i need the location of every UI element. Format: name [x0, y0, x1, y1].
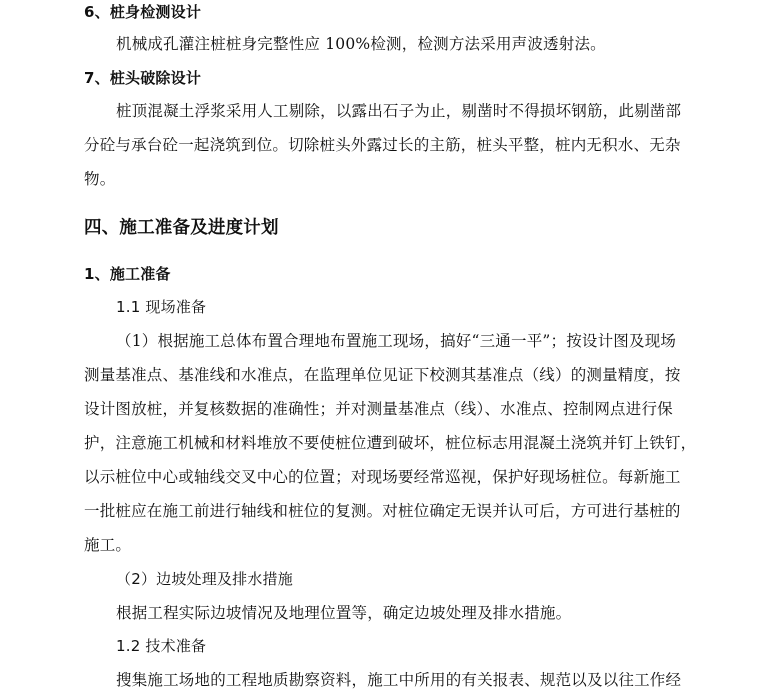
paragraph-line: 搜集施工场地的工程地质勘察资料，施工中所用的有关报表、规范以及以往工作经 — [116, 671, 682, 689]
paragraph-line: 测量基准点、基准线和水准点，在监理单位见证下校测其基准点（线）的测量精度，按 — [84, 366, 681, 384]
heading-pile-body-testing: 6、桩身检测设计 — [84, 3, 202, 21]
heading-construction-preparation: 1、施工准备 — [84, 265, 171, 283]
paragraph-line: 设计图放桩，并复核数据的准确性；并对测量基准点（线）、水准点、控制网点进行保 — [84, 400, 673, 418]
paragraph-line: 物。 — [84, 170, 116, 188]
subheading-site-preparation: 1.1 现场准备 — [116, 298, 207, 316]
paragraph-line: 分砼与承台砼一起浇筑到位。切除桩头外露过长的主筋，桩头平整，桩内无积水、无杂 — [84, 136, 681, 154]
subheading-technical-preparation: 1.2 技术准备 — [116, 637, 207, 655]
subheading-slope-drainage: （2）边坡处理及排水措施 — [116, 570, 293, 588]
section-heading: 四、施工准备及进度计划 — [84, 218, 279, 238]
paragraph-line: 以示桩位中心或轴线交叉中心的位置；对现场要经常巡视，保护好现场桩位。每新施工 — [84, 468, 681, 486]
paragraph-line: 一批桩应在施工前进行轴线和桩位的复测。对桩位确定无误并认可后，方可进行基桩的 — [84, 502, 681, 520]
paragraph-line: 根据工程实际边坡情况及地理位置等，确定边坡处理及排水措施。 — [116, 604, 572, 622]
paragraph-pile-testing: 机械成孔灌注桩桩身完整性应 100%检测，检测方法采用声波透射法。 — [116, 35, 606, 53]
heading-pile-head-removal: 7、桩头破除设计 — [84, 69, 202, 87]
paragraph-line: 护，注意施工机械和材料堆放不要使桩位遭到破坏，桩位标志用混凝土浇筑并钉上铁钉， — [84, 434, 697, 452]
paragraph-line: （1）根据施工总体布置合理地布置施工现场，搞好“三通一平”；按设计图及现场 — [116, 332, 677, 350]
paragraph-line: 桩顶混凝土浮浆采用人工剔除，以露出石子为止，剔凿时不得损坏钢筋，此剔凿部 — [116, 102, 682, 120]
paragraph-line: 施工。 — [84, 536, 132, 554]
